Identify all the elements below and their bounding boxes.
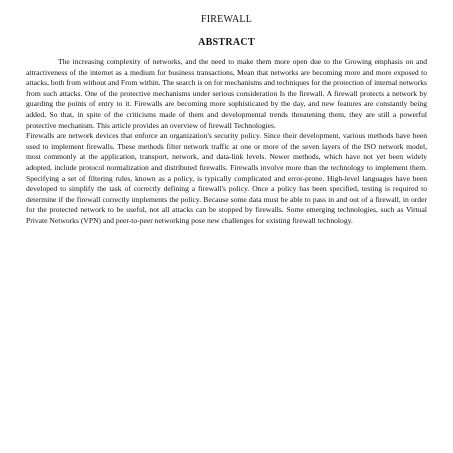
- abstract-paragraph-2: Firewalls are network devices that enforce an organization's security policy. Since their development, various methods have been used to implement firewalls. These methods filter network traffic at one or more of the seven layers of the ISO network model, most commonly at the application, transport, network, and data-link levels. Newer methods, which have not yet been widely adopted, include protocol normalization and distributed firewalls. Firewalls involve more than the technology to implement them. Specifying a set of filtering rules, known as a policy, is typically complicated and error-prone. High-level languages have been developed to simplify the task of correctly defining a firewall's policy. Once a policy has been specified, testing is required to determine if the firewall correctly implements the policy. Because some data must be able to pass in and out of a firewall, in order for the protected network to be useful, not all attacks can be stopped by firewalls. Some emerging technologies, such as Virtual Private Networks (VPN) and peer-to-peer networking pose new challenges for existing firewall technology.: [26, 131, 427, 225]
- document-header: FIREWALL: [200, 14, 253, 25]
- abstract-heading: ABSTRACT: [198, 37, 255, 48]
- abstract-body: [26, 57, 427, 227]
- abstract-paragraph-1: The increasing complexity of networks, and the need to make them more open due to the Growing emphasis on and attractiveness of the internet as a medium for business transactions, Mean that networks are becoming more and more exposed to attacks, both from without and From within. The search is on for mechanisms and techniques for the protection of internal networks from such attacks. One of the protective mechanisms under serious consideration Is the firewall. A firewall protects a network by guarding the points of entry to it. Firewalls are becoming more sophisticated by the day, and new features are constantly being added, So that, in spite of the criticisms made of them and developmental trends threatening them, they are still a powerful protective mechanism. This article provides an overview of firewall Technologies.: [26, 57, 427, 130]
